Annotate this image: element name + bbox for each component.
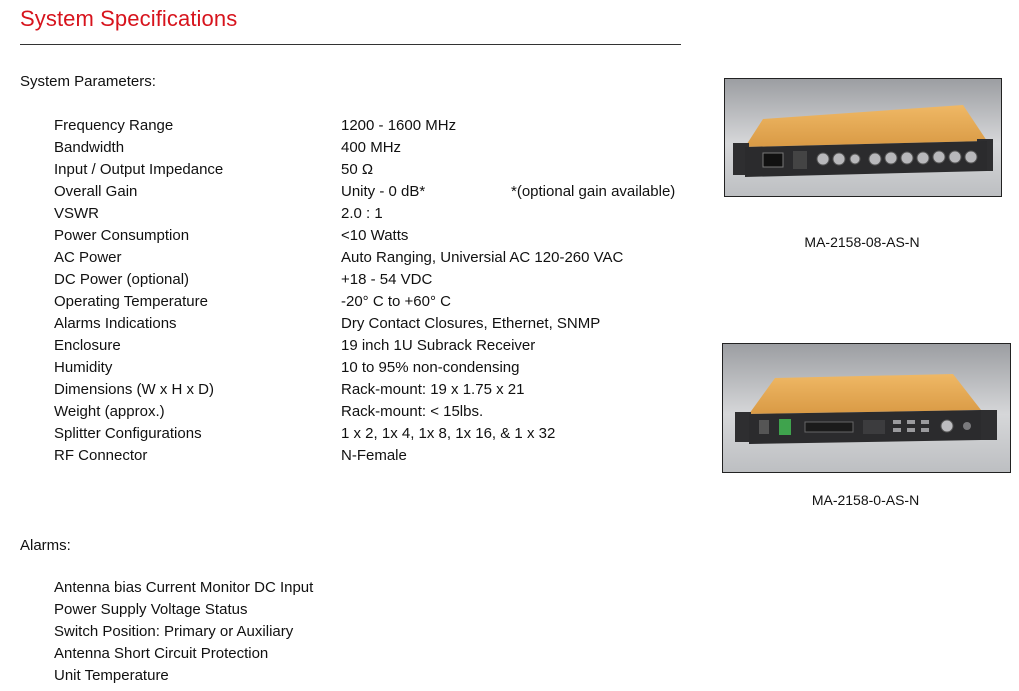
display-window: [805, 422, 853, 432]
rf-connector: [941, 420, 953, 432]
param-row: [54, 115, 694, 137]
param-row: [54, 423, 694, 445]
switch-block: [793, 151, 807, 169]
param-row: [54, 225, 694, 247]
param-value: Rack-mount: 19 x 1.75 x 21: [341, 381, 525, 398]
title-divider: [20, 44, 681, 45]
param-row: [54, 159, 694, 181]
param-label: Splitter Configurations: [54, 425, 202, 442]
alarm-item: Power Supply Voltage Status: [54, 601, 248, 618]
product-caption: MA-2158-0-AS-N: [811, 492, 920, 508]
param-label: VSWR: [54, 205, 99, 222]
logo-badge: [863, 420, 885, 434]
param-value: +18 - 54 VDC: [341, 271, 433, 288]
param-label: Weight (approx.): [54, 403, 165, 420]
param-note: *(optional gain available): [511, 183, 676, 200]
alarms-heading: Alarms:: [20, 537, 71, 554]
product-photo-front: [722, 343, 1011, 473]
param-label: Power Consumption: [54, 227, 190, 244]
param-label: Alarms Indications: [54, 315, 177, 332]
page-title: System Specifications: [20, 6, 238, 31]
param-value: 400 MHz: [341, 139, 402, 156]
alarm-item: Antenna bias Current Monitor DC Input: [54, 579, 314, 596]
rack-ear-left: [735, 412, 751, 442]
product-caption: MA-2158-08-AS-N: [804, 234, 920, 250]
parameters-table: [54, 115, 694, 467]
chassis-top: [749, 374, 981, 414]
param-label: Enclosure: [54, 337, 121, 354]
param-value: 50 Ω: [341, 161, 374, 178]
alarm-item: Antenna Short Circuit Protection: [54, 645, 269, 662]
alarms-list: [54, 577, 313, 687]
param-value: Rack-mount: < 15lbs.: [341, 403, 484, 420]
param-label: Overall Gain: [54, 183, 138, 200]
param-value: Auto Ranging, Universial AC 120-260 VAC: [341, 249, 624, 266]
param-value: -20° C to +60° C: [341, 293, 451, 310]
param-row: [54, 313, 694, 335]
ethernet-port: [759, 420, 769, 434]
alarm-item: Unit Temperature: [54, 667, 169, 684]
chassis-top: [745, 105, 987, 147]
param-value: Dry Contact Closures, Ethernet, SNMP: [341, 315, 601, 332]
param-value: 1200 - 1600 MHz: [341, 117, 457, 134]
param-value: N-Female: [341, 447, 407, 464]
power-inlet: [763, 153, 783, 167]
param-value: 19 inch 1U Subrack Receiver: [341, 337, 536, 354]
param-label: Frequency Range: [54, 117, 174, 134]
param-label: Input / Output Impedance: [54, 161, 224, 178]
terminal-block: [779, 419, 791, 435]
param-label: Operating Temperature: [54, 293, 208, 310]
param-label: Humidity: [54, 359, 113, 376]
param-value: 2.0 : 1: [341, 205, 383, 222]
param-value: <10 Watts: [341, 227, 409, 244]
system-parameters-heading: System Parameters:: [20, 73, 156, 90]
param-value: 1 x 2, 1x 4, 1x 8, 1x 16, & 1 x 32: [341, 425, 556, 442]
param-row: [54, 357, 694, 379]
param-value: Unity - 0 dB*: [341, 183, 426, 200]
param-row: [54, 335, 694, 357]
param-row: [54, 401, 694, 423]
param-row: [54, 203, 694, 225]
param-label: Dimensions (W x H x D): [54, 381, 215, 398]
param-label: AC Power: [54, 249, 122, 266]
param-row: [54, 445, 694, 467]
param-label: Bandwidth: [54, 139, 125, 156]
product-photo-rear: [724, 78, 1002, 197]
param-label: DC Power (optional): [54, 271, 190, 288]
param-row: [54, 247, 694, 269]
param-row: [54, 137, 694, 159]
param-label: RF Connector: [54, 447, 148, 464]
param-row: [54, 181, 694, 203]
param-value: 10 to 95% non-condensing: [341, 359, 520, 376]
knob: [963, 422, 971, 430]
alarm-item: Switch Position: Primary or Auxiliary: [54, 623, 294, 640]
param-row: [54, 269, 694, 291]
rack-ear-right: [981, 410, 997, 440]
param-row: [54, 379, 694, 401]
param-row: [54, 291, 694, 313]
